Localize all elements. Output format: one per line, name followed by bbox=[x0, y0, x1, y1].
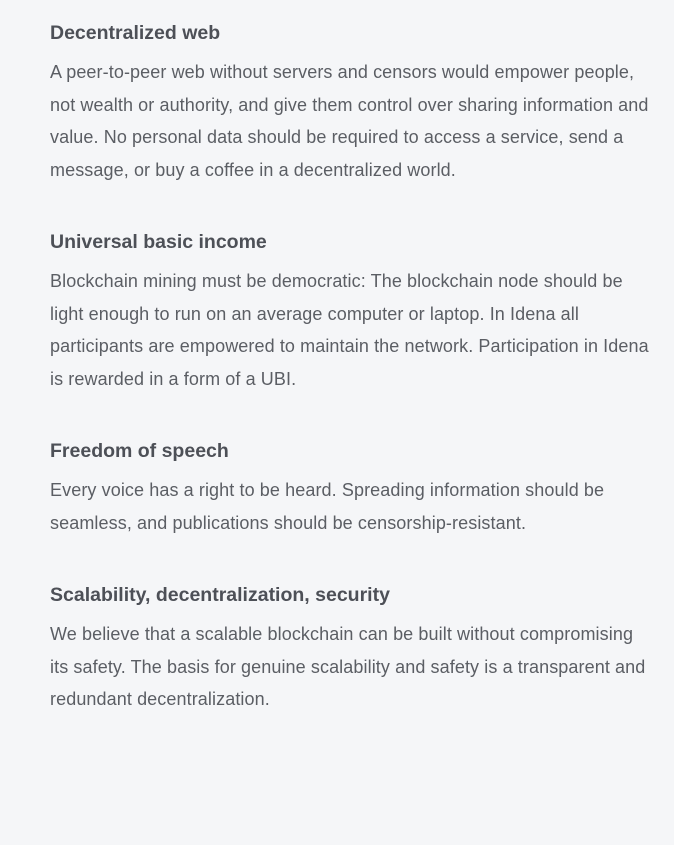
section-freedom-of-speech bbox=[50, 436, 654, 539]
section-heading: Scalability, decentralization, security bbox=[50, 584, 390, 606]
section-universal-basic-income bbox=[50, 227, 654, 395]
section-body: A peer-to-peer web without servers and censors would empower people, not wealth or authority, and give them control over sharing information and value. No personal data should be required to access a service, send a message, or buy a coffee in a decentralized world. bbox=[50, 62, 649, 180]
section-body: Every voice has a right to be heard. Spreading information should be seamless, and publications should be censorship-resistant. bbox=[50, 480, 605, 533]
section-body: Blockchain mining must be democratic: The blockchain node should be light enough to run on an average computer or laptop. In Idena all participants are empowered to maintain the network. Participation in Idena is rewarded in a form of a UBI. bbox=[50, 271, 649, 389]
section-decentralized-web bbox=[50, 18, 654, 186]
section-heading: Universal basic income bbox=[50, 231, 267, 253]
section-heading: Decentralized web bbox=[50, 22, 221, 44]
section-heading: Freedom of speech bbox=[50, 440, 229, 462]
section-body: We believe that a scalable blockchain can be built without compromising its safety. The basis for genuine scalability and safety is a transparent and redundant decentralization. bbox=[50, 624, 646, 709]
section-scalability bbox=[50, 580, 654, 716]
